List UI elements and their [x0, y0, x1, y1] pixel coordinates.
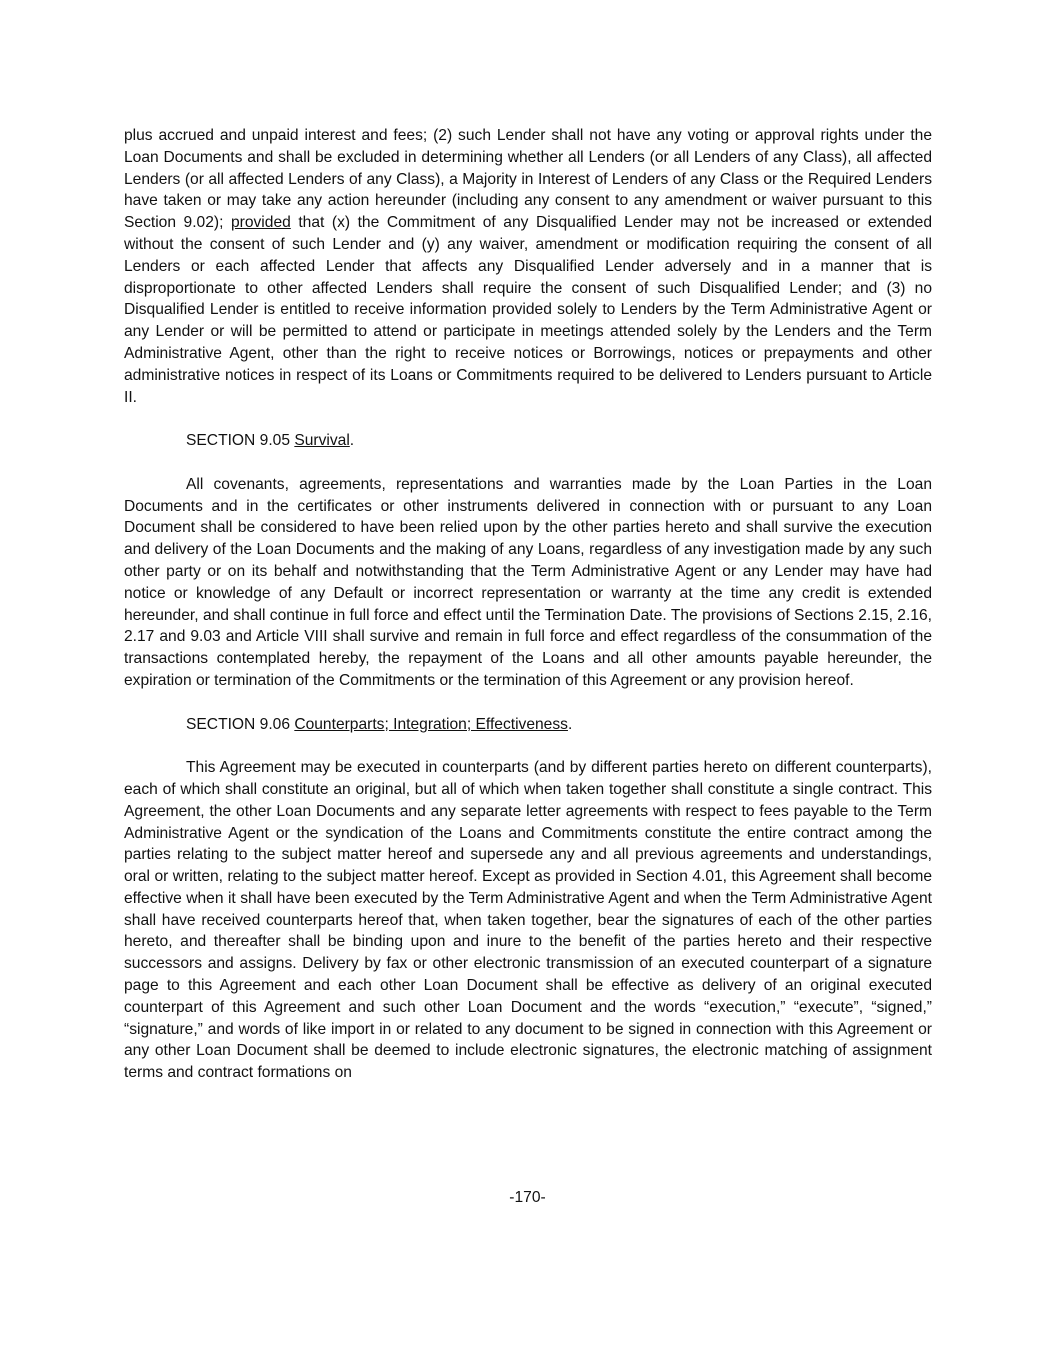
section-905-heading [124, 430, 932, 452]
section-906-title: Counterparts; Integration; Effectiveness [294, 715, 568, 733]
section-905-number: SECTION 9.05 [186, 432, 295, 450]
section-906-number: SECTION 9.06 [186, 715, 295, 733]
section-906-body: This Agreement may be executed in counterparts (and by different parties hereto on different counterparts), each of which shall constitute an original, but all of which when taken together shall constitute a single contract. This Agreement, the other Loan Documents and any separate letter agreements with respect to fees payable to the Term Administrative Agent or the syndication of the Loans and Commitments constitute the entire contract among the parties relating to the subject matter hereof and supersede any and all previous agreements and understandings, oral or written, relating to the subject matter hereof. Except as provided in Section 4.01, this Agreement shall become effective when it shall have been executed by the Term Administrative Agent and when the Term Administrative Agent shall have received counterparts hereof that, when taken together, bear the signatures of each of the other parties hereto, and thereafter shall be binding upon and inure to the benefit of the parties hereto and their respective successors and assigns. Delivery by fax or other electronic transmission of an executed counterpart of a signature page to this Agreement and each other Loan Document shall be effective as delivery of an original executed counterpart of this Agreement and such other Loan Document and the words “execution,” “execute”, “signed,” “signature,” and words of like import in or related to any document to be signed in connection with this Agreement or any other Loan Document shall be deemed to include electronic signatures, the electronic matching of assignment terms and contract formations on [124, 759, 932, 1082]
section-906-title-suffix: . [567, 715, 573, 733]
section-905-body: All covenants, agreements, representations and warranties made by the Loan Parties in the Loan Documents and in the certificates or other instruments delivered in connection with or pursuant to any Loan Document shall be considered to have been relied upon by the other parties hereto and shall survive the execution and delivery of the Loan Documents and the making of any Loans, regardless of any investigation made by any such other party or on its behalf and notwithstanding that the Term Administrative Agent or any Lender may have had notice or knowledge of any Default or incorrect representation or warranty at the time any credit is extended hereunder, and shall continue in full force and effect until the Termination Date. The provisions of Sections 2.15, 2.16, 2.17 and 9.03 and Article VIII shall survive and remain in full force and effect regardless of the consummation of the transactions contemplated hereby, the repayment of the Loans and all other amounts payable hereunder, the expiration or termination of the Commitments or the termination of this Agreement or any provision hereof. [124, 475, 932, 689]
section-906-heading [124, 714, 932, 736]
document-body [124, 125, 932, 1084]
continued-paragraph-text-end: that (x) the Commitment of any Disqualified Lender may not be increased or extended without the consent of such Lender and (y) any waiver, amendment or modification requiring the consent of all Lenders or each affected Lender that affects any Disqualified Lender adversely and in a manner that is disproportionate to other affected Lenders shall require the consent of such Disqualified Lender; and (3) no Disqualified Lender is entitled to receive information provided solely to Lenders by the Term Administrative Agent or any Lender or will be permitted to attend or participate in meetings attended solely by the Lenders and the Term Administrative Agent, other than the right to receive notices or Borrowings, notices or prepayments and other administrative notices in respect of its Loans or Commitments required to be delivered to Lenders pursuant to Article II. [124, 214, 932, 406]
section-905-title: Survival [294, 432, 350, 450]
page-number: -170- [509, 1189, 546, 1206]
provided-term: provided [230, 214, 291, 232]
continued-paragraph-text-start: plus accrued and unpaid interest and fees; (2) such Lender shall not have any voting or approval rights under the Loan Documents and shall be excluded in determining whether all Lenders (or all Lenders of any Class), all affected Lenders (or all affected Lenders of any Class), a Majority in Interest of Lenders of any Class or the Required Lenders have taken or may take any action hereunder (including any consent to any amendment or waiver pursuant to this Section 9.02); [124, 127, 932, 232]
continued-paragraph [124, 125, 932, 408]
section-905-title-suffix: . [349, 432, 355, 450]
